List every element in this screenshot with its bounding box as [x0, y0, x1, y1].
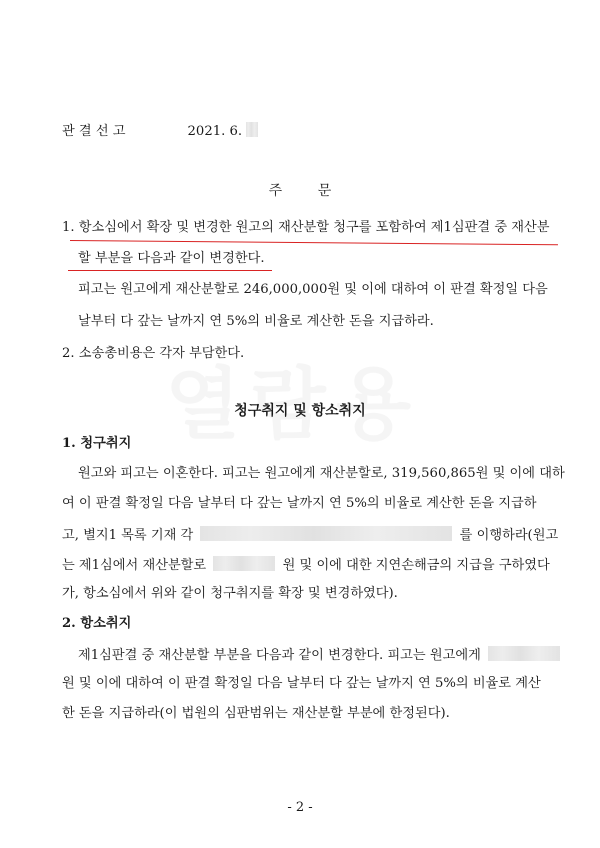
claim-section-1-line-2: 여 이 판결 확정일 다음 날부터 다 갚는 날까지 연 5%의 비율로 계산한 돈을 지급하 [62, 496, 537, 511]
claim-section-2-line-1 [78, 646, 560, 664]
order-item-1-line-2: 할 부분을 다음과 같이 변경한다. [78, 251, 265, 266]
text-fragment: 를 이행하라(원고 [459, 528, 559, 543]
claim-section-1-line-1: 원고와 피고는 이혼한다. 피고는 원고에게 재산분할로, 319,560,865원 및 이에 대하 [78, 466, 565, 481]
redaction-box [200, 526, 452, 541]
order-heading: 주 문 [268, 183, 332, 199]
order-item-1-line-4: 날부터 다 갚는 날까지 연 5%의 비율로 계산한 돈을 지급하라. [78, 314, 434, 329]
decision-date: 2021. 6. [187, 124, 243, 139]
redaction-box [213, 556, 275, 571]
text-fragment: 고, 별지1 목록 기재 각 [62, 528, 194, 543]
claim-section-2-line-3: 한 돈을 지급하라(이 법원의 심판범위는 재산분할 부분에 한정된다). [62, 706, 450, 721]
claim-section-1-heading: 1. 청구취지 [62, 436, 132, 451]
red-underline-2 [68, 270, 272, 271]
text-fragment: 는 제1심에서 재산분할로 [62, 558, 207, 573]
order-item-1-line-1: 1. 항소심에서 확장 및 변경한 원고의 재산분할 청구를 포함하여 제1심판결 중 재산분 [62, 220, 550, 235]
claim-section-1-line-4 [62, 556, 550, 574]
text-fragment: 제1심판결 중 재산분할 부분을 다음과 같이 변경한다. 피고는 원고에게 [78, 648, 481, 663]
claims-heading: 청구취지 및 항소취지 [234, 403, 366, 419]
claim-section-2-heading: 2. 항소취지 [62, 616, 132, 631]
claim-section-1-line-3 [62, 526, 558, 544]
decision-label: 관 결 선 고 [62, 124, 126, 139]
redaction-box [246, 122, 258, 137]
order-item-1-line-3: 피고는 원고에게 재산분할로 246,000,000원 및 이에 대하여 이 판결 확정일 다음 [78, 282, 548, 297]
claim-section-1-line-5: 가, 항소심에서 위와 같이 청구취지를 확장 및 변경하였다). [62, 586, 398, 601]
decision-line [62, 122, 258, 140]
claim-section-2-line-2: 원 및 이에 대하여 이 판결 확정일 다음 날부터 다 갚는 날까지 연 5%의 비율로 계산 [62, 676, 541, 691]
order-item-2: 2. 소송총비용은 각자 부담한다. [62, 346, 245, 361]
redaction-box [488, 646, 560, 661]
red-underline-1 [70, 240, 558, 245]
page-number: - 2 - [287, 800, 313, 815]
text-fragment: 원 및 이에 대한 지연손해금의 지급을 구하였다 [282, 558, 550, 573]
